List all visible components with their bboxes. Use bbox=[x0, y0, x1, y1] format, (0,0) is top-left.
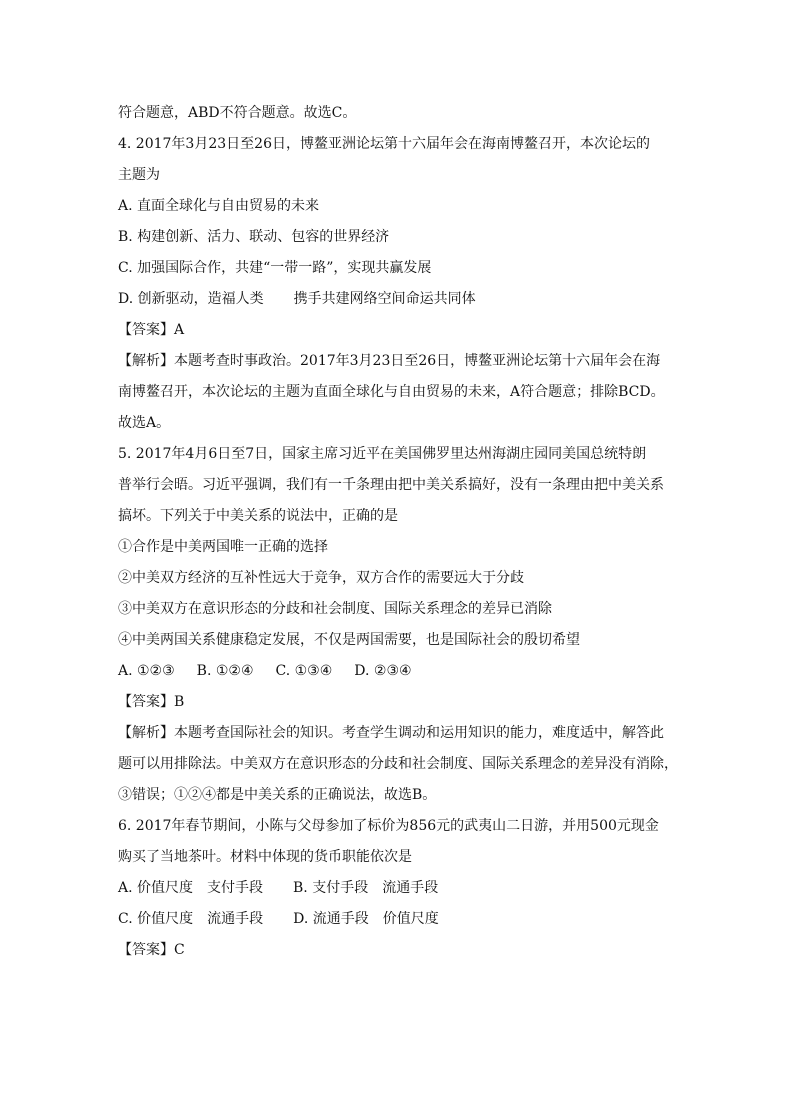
question-4-option-a: A. 直面全球化与自由贸易的未来 bbox=[118, 198, 320, 214]
option-d-part2: 携手共建网络空间命运共同体 bbox=[293, 291, 476, 307]
question-6-option-d: D. 流通手段 价值尺度 bbox=[293, 911, 439, 927]
text-line: 符合题意，ABD不符合题意。故选C。 bbox=[118, 105, 357, 121]
question-4-option-d bbox=[118, 289, 678, 309]
question-5-options bbox=[118, 661, 678, 681]
question-5-analysis: 【解析】本题考查国际社会的知识。考查学生调动和运用知识的能力，难度适中，解答此 bbox=[118, 725, 664, 741]
question-5-analysis-end: ③错误；①②④都是中美关系的正确说法，故选B。 bbox=[118, 787, 437, 803]
question-4-answer: 【答案】A bbox=[118, 322, 185, 338]
question-6-stem-cont: 购买了当地茶叶。材料中体现的货币职能依次是 bbox=[118, 849, 412, 865]
question-5-stem: 5. 2017年4月6日至7日，国家主席习近平在美国佛罗里达州海湖庄园同美国总统特朗 bbox=[118, 446, 647, 462]
question-6-options-row2 bbox=[118, 909, 678, 929]
question-6-options-row1 bbox=[118, 878, 678, 898]
question-5-option-a: A. ①②③ bbox=[118, 663, 175, 679]
question-5-statement-2: ②中美双方经济的互补性远大于竞争，双方合作的需要远大于分歧 bbox=[118, 570, 524, 586]
question-6-option-a: A. 价值尺度 支付手段 bbox=[118, 880, 264, 896]
question-5-statement-1: ①合作是中美两国唯一正确的选择 bbox=[118, 539, 328, 555]
question-5-answer: 【答案】B bbox=[118, 694, 185, 710]
question-5-option-d: D. ②③④ bbox=[354, 663, 412, 679]
question-5-statement-4: ④中美两国关系健康稳定发展，不仅是两国需要，也是国际社会的殷切希望 bbox=[118, 632, 580, 648]
question-4-option-c: C. 加强国际合作，共建“一带一路”，实现共赢发展 bbox=[118, 260, 432, 276]
question-4-stem-cont: 主题为 bbox=[118, 167, 160, 183]
option-d-part1: D. 创新驱动，造福人类 bbox=[118, 291, 264, 307]
question-5-option-b: B. ①②④ bbox=[196, 663, 254, 679]
question-5-statement-3: ③中美双方在意识形态的分歧和社会制度、国际关系理念的差异已消除 bbox=[118, 601, 552, 617]
question-5-analysis-cont: 题可以用排除法。中美双方在意识形态的分歧和社会制度、国际关系理念的差异没有消除， bbox=[118, 756, 678, 772]
question-6-option-b: B. 支付手段 流通手段 bbox=[293, 880, 439, 896]
question-5-stem-end: 搞坏。下列关于中美关系的说法中，正确的是 bbox=[118, 508, 398, 524]
question-6-answer: 【答案】C bbox=[118, 942, 185, 958]
question-6-stem: 6. 2017年春节期间，小陈与父母参加了标价为856元的武夷山二日游，并用500元现金 bbox=[118, 818, 659, 834]
question-5-stem-cont: 普举行会晤。习近平强调，我们有一千条理由把中美关系搞好，没有一条理由把中美关系 bbox=[118, 477, 664, 493]
question-4-stem: 4. 2017年3月23日至26日，博鳌亚洲论坛第十六届年会在海南博鳌召开，本次论坛的 bbox=[118, 136, 650, 152]
question-5-option-c: C. ①③④ bbox=[275, 663, 333, 679]
question-4-option-b: B. 构建创新、活力、联动、包容的世界经济 bbox=[118, 229, 390, 245]
question-6-option-c: C. 价值尺度 流通手段 bbox=[118, 911, 264, 927]
question-4-analysis-end: 故选A。 bbox=[118, 415, 171, 431]
question-4-analysis: 【解析】本题考查时事政治。2017年3月23日至26日，博鳌亚洲论坛第十六届年会在海 bbox=[118, 353, 661, 369]
question-4-analysis-cont: 南博鳌召开，本次论坛的主题为直面全球化与自由贸易的未来，A符合题意；排除BCD。 bbox=[118, 384, 665, 400]
